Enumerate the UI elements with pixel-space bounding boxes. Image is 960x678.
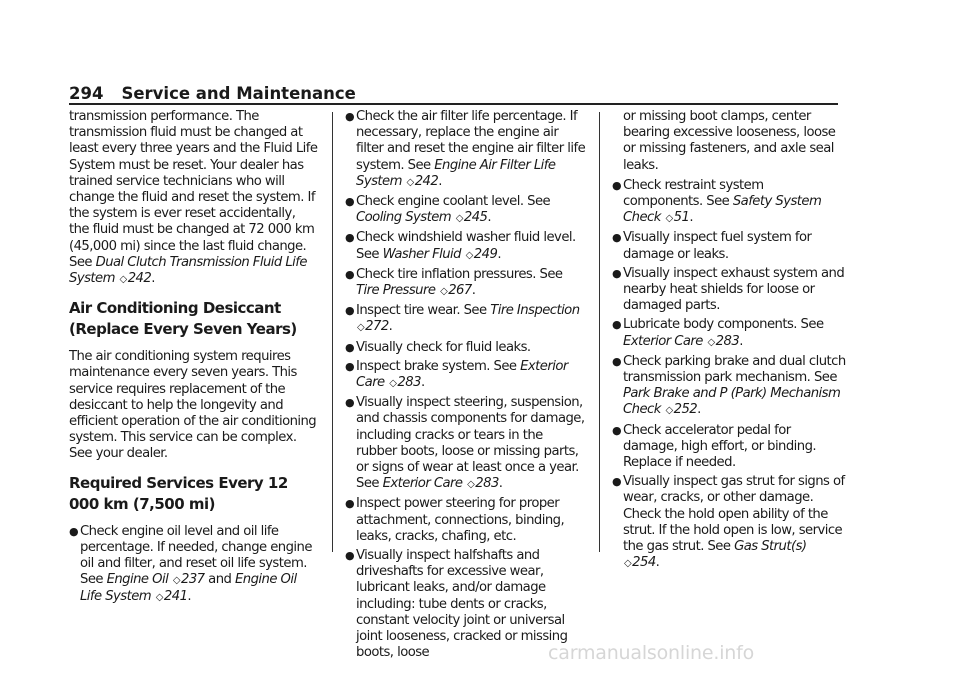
- bullet-icon: ●: [345, 549, 355, 563]
- page-header: [69, 84, 356, 103]
- bullet-icon: ●: [345, 304, 355, 318]
- page-ref-icon: ◇: [155, 592, 163, 604]
- column-divider: [599, 112, 600, 552]
- cross-reference-link[interactable]: Safety System Check: [623, 194, 822, 226]
- page-ref-number[interactable]: 252: [673, 402, 698, 418]
- cross-reference-link[interactable]: Gas Strut(s): [734, 539, 807, 555]
- page-ref-icon: ◇: [707, 336, 715, 348]
- cross-reference-link[interactable]: Engine Oil: [106, 572, 169, 588]
- cross-reference-link[interactable]: Exterior Care: [382, 476, 463, 492]
- page-ref-icon: ◇: [406, 176, 414, 188]
- page-ref-icon: ◇: [467, 479, 475, 491]
- bullet-icon: ●: [612, 475, 622, 489]
- page-ref-icon: ◇: [119, 274, 127, 286]
- page-ref-number[interactable]: 242: [127, 271, 152, 287]
- bullet-icon: ●: [69, 524, 79, 538]
- list-item: ● Inspect power steering for proper attachment, connections, binding, leaks, cracks, chafing, etc.: [345, 496, 565, 544]
- page-ref-icon: ◇: [440, 286, 448, 298]
- bullet-icon: ●: [612, 231, 622, 245]
- page-ref-icon: ◇: [357, 322, 365, 334]
- list-item: ● Check tire inflation pressures. See Tire Pressure ◇267.: [345, 266, 563, 299]
- bullet-icon: ●: [345, 231, 355, 245]
- bullet-icon: ●: [345, 267, 355, 281]
- column-middle: [345, 109, 587, 665]
- page-ref-icon: ◇: [465, 249, 473, 261]
- page-ref-icon: ◇: [665, 213, 673, 225]
- page-number: 294: [69, 84, 104, 103]
- bullet-icon: ●: [345, 359, 355, 373]
- bullet-icon: ●: [345, 340, 355, 354]
- cross-reference-link[interactable]: Cooling System: [356, 210, 452, 226]
- list-item: ● Visually inspect steering, suspension, and chassis components for damage, including cracks or tears in the rubber boots, loose or missing parts, or signs of wear at least once a year. See Exterior Care ◇283.: [345, 395, 585, 492]
- page-ref-number[interactable]: 272: [365, 319, 389, 335]
- page-ref-number[interactable]: 254: [632, 555, 656, 571]
- cross-reference-link[interactable]: Exterior Care: [356, 358, 568, 391]
- service-list: [345, 109, 587, 662]
- bullet-icon: ●: [612, 354, 622, 368]
- cross-reference-link[interactable]: Dual Clutch Transmission Fluid Life System: [69, 254, 307, 287]
- header-rule: [69, 103, 838, 105]
- bullet-icon: ●: [612, 423, 622, 437]
- watermark-text: carmanualsonline.info: [548, 642, 755, 664]
- page-ref-icon: ◇: [624, 558, 632, 570]
- list-item: ● Visually check for fluid leaks.: [345, 339, 531, 355]
- cross-reference-link[interactable]: Engine Oil Life System: [80, 572, 297, 605]
- bullet-icon: ●: [612, 266, 622, 280]
- list-item: ● Visually inspect gas strut for signs of wear, cracks, or other damage. Check the hold open ability of the strut. If the hold open is low, service the gas strut. See Gas Strut(s) ◇254.: [612, 474, 845, 571]
- list-item: ● Inspect tire wear. See Tire Inspection ◇272.: [345, 303, 580, 335]
- page-ref-number[interactable]: 241: [163, 589, 188, 605]
- heading-required-services: Required Services Every 12 000 km (7,500 mi): [69, 473, 288, 513]
- page-ref-number[interactable]: 283: [715, 333, 740, 349]
- list-item: ● Inspect brake system. See Exterior Care ◇283.: [345, 358, 568, 391]
- cross-reference-link[interactable]: Engine Air Filter Life System: [356, 157, 556, 189]
- page-ref-number[interactable]: 283: [475, 476, 499, 492]
- ac-paragraph: The air conditioning system requires maintenance every seven years. This service requires replacement of the desiccant to help the longevity and efficient operation of the air conditioning system. This service can be complex. See your dealer.: [69, 349, 317, 462]
- column-right: [612, 109, 846, 575]
- list-item: ● Check parking brake and dual clutch transmission park mechanism. See Park Brake and P (Park) Mechanism Check ◇252.: [612, 353, 846, 418]
- column-left: [69, 109, 319, 610]
- page-ref-icon: ◇: [455, 213, 463, 225]
- cross-reference-link[interactable]: Tire Pressure: [356, 283, 436, 299]
- list-item: ● Check engine oil level and oil life percentage. If needed, change engine oil and filter, and reset oil life system. See Engine Oil ◇237 and Engine Oil Life System ◇241.: [69, 523, 312, 605]
- bullet-icon: ●: [612, 318, 622, 332]
- list-item: ● Check the air filter life percentage. If necessary, replace the engine air filter and reset the engine air filter life system. See Engine Air Filter Life System ◇242.: [345, 109, 586, 189]
- page-ref-number[interactable]: 249: [473, 246, 498, 262]
- continued-text: or missing boot clamps, center bearing excessive looseness, loose or missing fasteners, and axle seal leaks.: [623, 109, 836, 173]
- list-item: ● Check restraint system components. See Safety System Check ◇51.: [612, 177, 822, 226]
- heading-ac-desiccant: Air Conditioning Desiccant (Replace Every Seven Years): [69, 299, 297, 339]
- bullet-icon: ●: [345, 195, 355, 209]
- bullet-icon: ●: [612, 178, 622, 192]
- page-ref-number[interactable]: 283: [397, 375, 421, 391]
- page-ref-number[interactable]: 267: [448, 283, 472, 299]
- cross-reference-link[interactable]: Tire Inspection: [490, 303, 580, 319]
- list-item: ● Visually inspect fuel system for damage or leaks.: [612, 230, 812, 262]
- service-list: [69, 524, 319, 607]
- cross-reference-link[interactable]: Exterior Care: [623, 333, 703, 349]
- list-item: ● Check windshield washer fluid level. See Washer Fluid ◇249.: [345, 230, 576, 262]
- page-ref-icon: ◇: [172, 575, 180, 587]
- bullet-icon: ●: [345, 396, 355, 410]
- page-ref-number[interactable]: 245: [463, 210, 488, 226]
- page-ref-number[interactable]: 242: [414, 173, 439, 189]
- bullet-icon: ●: [345, 497, 355, 511]
- column-divider: [332, 112, 333, 552]
- list-item: ● Visually inspect exhaust system and nearby heat shields for loose or damaged parts.: [612, 265, 845, 314]
- list-item: ● Check accelerator pedal for damage, high effort, or binding. Replace if needed.: [612, 422, 817, 471]
- page-ref-number[interactable]: 51: [673, 210, 690, 226]
- service-list: [612, 178, 846, 573]
- page-ref-number[interactable]: 237: [181, 572, 205, 588]
- bullet-icon: ●: [345, 110, 355, 123]
- page-ref-icon: ◇: [665, 405, 673, 417]
- section-title: Service and Maintenance: [121, 84, 356, 103]
- intro-paragraph: transmission performance. The transmission fluid must be changed at least every three years and the Fluid Life System must be reset. Your dealer has trained service technicians who will change the fluid and reset the system. If the system is ever reset accidentally, the fluid must be changed at 72 000 km (45,000 mi) since the last fluid change. See Dual Clutch Transmission Fluid Life System ◇242.: [69, 109, 318, 287]
- list-item: ● Check engine coolant level. See Cooling System ◇245.: [345, 194, 551, 226]
- page-ref-icon: ◇: [389, 378, 397, 390]
- list-item: ● Lubricate body components. See Exterior Care ◇283.: [612, 317, 824, 349]
- list-item: ● Visually inspect halfshafts and driveshafts for excessive wear, lubricant leaks, and/or damage including: tube dents or cracks, constant velocity joint or universal joint looseness, cracked or missing boots, loose: [345, 548, 568, 661]
- cross-reference-link[interactable]: Park Brake and P (Park) Mechanism Check: [623, 386, 841, 418]
- cross-reference-link[interactable]: Washer Fluid: [382, 246, 461, 262]
